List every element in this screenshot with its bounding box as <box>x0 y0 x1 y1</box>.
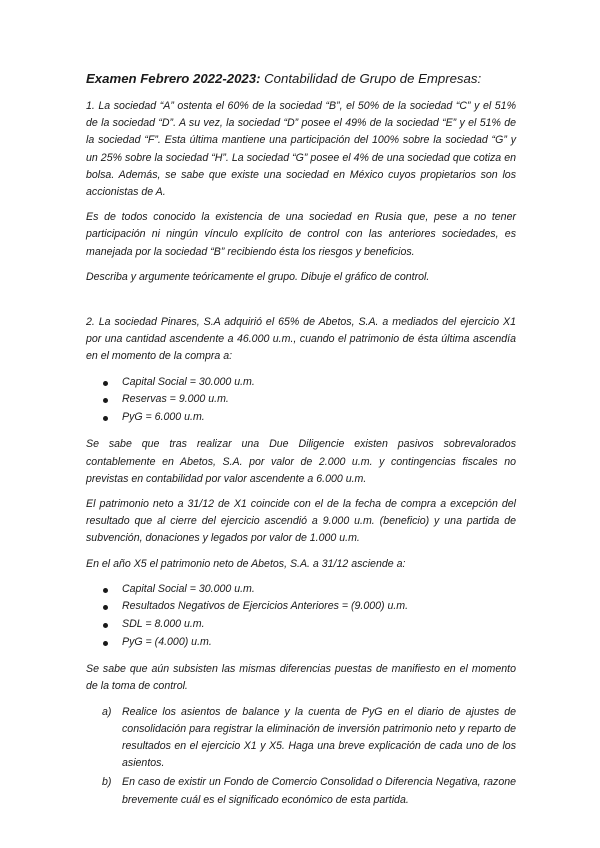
due-diligence-paragraph: Se sabe que tras realizar una Due Diligencie existen pasivos sobrevalorados contablemente en Abetos, S.A. por valor de 2.000 u.m. y contingencias fiscales no previstas en contabilidad por valor ascendente a 6.000 u.m. <box>86 438 516 485</box>
document-body <box>86 70 516 811</box>
questions-list <box>86 704 516 809</box>
question-label: b) <box>102 776 112 789</box>
question-b <box>102 774 516 808</box>
page-title <box>86 70 516 88</box>
list-item: Resultados Negativos de Ejercicios Anteriores = (9.000) u.m. <box>122 598 516 616</box>
list-item: Reservas = 9.000 u.m. <box>122 391 516 409</box>
question-text: En caso de existir un Fondo de Comercio Consolidad o Diferencia Negativa, razone brevemente cuál es el significado económico de esta partida. <box>122 776 516 806</box>
list-item: Capital Social = 30.000 u.m. <box>122 374 516 392</box>
title-bold: Examen Febrero 2022-2023: <box>86 71 261 86</box>
list-item: PyG = 6.000 u.m. <box>122 409 516 427</box>
list-item: SDL = 8.000 u.m. <box>122 616 516 634</box>
differences-paragraph: Se sabe que aún subsisten las mismas diferencias puestas de manifiesto en el momento de la toma de control. <box>86 663 516 693</box>
question-2-intro: 2. La sociedad Pinares, S.A adquirió el 65% de Abetos, S.A. a mediados del ejercicio X1 por una cantidad ascendente a 46.000 u.m., cuando el patrimonio de ésta última ascendía en el momento de la compra a: <box>86 316 516 363</box>
question-label: a) <box>102 705 112 718</box>
x5-equity-list <box>86 581 516 651</box>
question-a <box>102 704 516 773</box>
list-item: PyG = (4.000) u.m. <box>122 634 516 652</box>
question-text: Realice los asientos de balance y la cuenta de PyG en el diario de ajustes de consolidación para registrar la eliminación de inversión patrimonio neto y reparto de resultados en el ejercicio X1 y X5. Haga una breve explicación de cada uno de los asientos. <box>122 705 516 770</box>
initial-equity-list <box>86 374 516 427</box>
question-1-paragraph-1: 1. La sociedad “A” ostenta el 60% de la sociedad “B”, el 50% de la sociedad “C” y el 51% de la sociedad “D”. A su vez, la sociedad “D” posee el 49% de la sociedad “E” y el 51% de la sociedad “F”. Esta última mantiene una participación del 100% sobre la sociedad “G” y un 25% sobre la sociedad “H”. La sociedad “G” posee el 4% de una sociedad que cotiza en bolsa. Además, se sabe que existe una sociedad en México cuyos propietarios son los accionistas de A. <box>86 100 516 199</box>
question-1-paragraph-2: Es de todos conocido la existencia de una sociedad en Rusia que, pese a no tener participación ni ningún vínculo explícito de control con las anteriores sociedades, es manejada por la sociedad “B” recibiendo ésta los riesgos y beneficios. <box>86 211 516 258</box>
section-spacer <box>86 294 516 314</box>
equity-x1-paragraph: El patrimonio neto a 31/12 de X1 coincide con el de la fecha de compra a excepción del resultado que al cierre del ejercicio ascendió a 9.000 u.m. (beneficio) y una partida de subvención, donaciones y legados por valor de 1.000 u.m. <box>86 498 516 545</box>
equity-x5-intro: En el año X5 el patrimonio neto de Abetos, S.A. a 31/12 asciende a: <box>86 557 406 570</box>
question-1-instruction: Describa y argumente teóricamente el grupo. Dibuje el gráfico de control. <box>86 270 430 283</box>
list-item: Capital Social = 30.000 u.m. <box>122 581 516 599</box>
title-rest: Contabilidad de Grupo de Empresas: <box>260 71 482 86</box>
